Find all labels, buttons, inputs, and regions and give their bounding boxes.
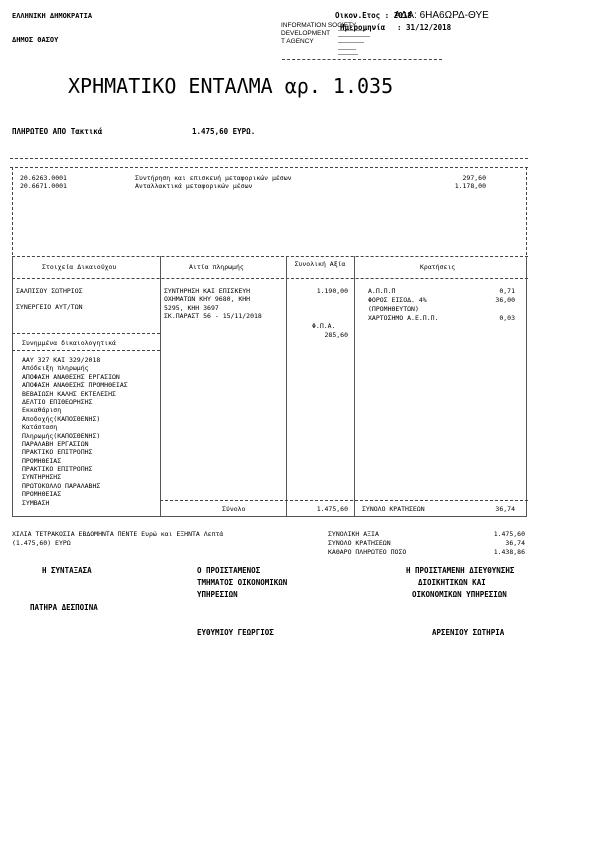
payment-cause (164, 287, 262, 321)
signature-name: ΑΡΣΕΝΙΟΥ ΣΩΤΗΡΙΑ (432, 628, 505, 637)
supporting-docs-list (22, 356, 128, 507)
doc-item: ΒΕΒΑΙΩΣΗ ΚΑΛΗΣ ΕΚΤΕΛΕΣΗΣ (22, 389, 116, 398)
payable-label: ΠΛΗΡΩΤΕΟ ΑΠΟ Τακτικά (12, 127, 103, 136)
amount-in-words-numeric: (1.475,60) ΕΥΡΩ (12, 539, 71, 547)
payable-amount: 1.475,60 ΕΥΡΩ. (192, 127, 256, 136)
signature-title: Η ΠΡΟΙΣΤΑΜΕΝΗ ΔΙΕΥΘΥΝΣΗΣ (406, 566, 515, 575)
doc-item: ΠΑΡΑΛΑΒΗ ΕΡΓΑΣΙΩΝ (22, 439, 89, 448)
account-code: 20.6263.0001 (20, 174, 67, 182)
total-deductions-amount: 36,74 (495, 505, 515, 513)
doc-item: Αποδοχής(ΚΑΠΟΣΘΕΝΗΣ) (22, 414, 101, 423)
doc-item: ΑΑΥ 327 ΚΑΙ 329/2018 (22, 356, 101, 364)
accounts-box-left (12, 167, 13, 255)
cause-line: ΣΥΝΤΗΡΗΣΗ ΚΑΙ ΕΠΙΣΚΕΥΗ (164, 287, 251, 295)
summary-amount: 1.438,86 (493, 548, 525, 556)
beneficiary-name: ΣΑΛΠΙΣΟΥ ΣΩΤΗΡΙΟΣ (16, 287, 83, 295)
doc-item: ΠΡΑΚΤΙΚΟ ΕΠΙΤΡΟΠΗΣ (22, 448, 93, 457)
deduction-label: ΧΑΡΤΟΣΗΜΟ Α.Ε.Π.Π. (368, 314, 439, 322)
signature-title: ΥΠΗΡΕΣΙΩΝ (197, 590, 238, 599)
document-title: ΧΡΗΜΑΤΙΚΟ ΕΝΤΑΛΜΑ αρ. 1.035 (68, 74, 394, 98)
doc-item: ΣΥΝΤΗΡΗΣΗΣ (22, 473, 62, 482)
cause-line: ΣΚ.ΠΑΡΑΣΤ 56 - 15/11/2018 (164, 312, 262, 321)
accounts-box-right (526, 167, 527, 255)
col-divider (526, 256, 527, 516)
signature-name: ΠΑΤΗΡΑ ΔΕΣΠΟΙΝΑ (30, 603, 98, 612)
docs-title-rule (12, 350, 160, 351)
doc-item: ΑΠΟΦΑΣΗ ΑΝΑΘΕΣΗΣ ΕΡΓΑΣΙΩΝ (22, 372, 120, 381)
docs-top-rule (12, 333, 160, 334)
col-divider (160, 256, 161, 516)
signature-title: Ο ΠΡΟΙΣΤΑΜΕΝΟΣ (197, 566, 261, 575)
doc-item: ΣΥΜΒΑΣΗ (22, 498, 50, 507)
cause-line: ΟΧΗΜΑΤΩΝ ΚΗΥ 9680, ΚΗΗ (164, 295, 251, 304)
cause-line: 5295, ΚΗΗ 3697 (164, 303, 219, 312)
col-header-deductions: Κρατήσεις (420, 263, 456, 271)
vat-amount: 285,60 (324, 331, 348, 339)
vat-label: Φ.Π.Α. (312, 322, 336, 330)
doc-item: ΠΡΟΜΗΘΕΙΑΣ (22, 490, 62, 499)
doc-item: ΠΡΩΤΟΚΟΛΛΟ ΠΑΡΑΛΑΒΗΣ (22, 481, 101, 490)
doc-item: Πληρωμής(ΚΑΠΟΣΘΕΝΗΣ) (22, 431, 101, 440)
accounts-box-top-inner (10, 167, 528, 168)
state-name: ΕΛΛΗΝΙΚΗ ΔΗΜΟΚΡΑΤΙΑ (12, 12, 93, 20)
deduction-amount: 36,00 (495, 296, 515, 304)
doc-item: Εκκαθάριση (22, 406, 62, 415)
signature-title: ΟΙΚΟΝΟΜΙΚΩΝ ΥΠΗΡΕΣΙΩΝ (412, 590, 507, 599)
account-amount: 1.178,00 (454, 182, 486, 190)
agency-line: INFORMATION SOCIETY (281, 22, 357, 29)
summary-amount: 36,74 (505, 539, 525, 547)
doc-item: ΔΕΛΤΙΟ ΕΠΙΘΕΩΡΗΣΗΣ (22, 397, 93, 406)
deduction-label: Α.Π.Π.Π (368, 287, 396, 295)
municipality-name: ΔΗΜΟΣ ΘΑΣΟΥ (12, 36, 59, 44)
col-divider (286, 256, 287, 516)
account-code: 20.6671.0001 (20, 182, 67, 190)
col-divider (354, 256, 355, 516)
col-header-beneficiary: Στοιχεία Δικαιούχου (42, 263, 117, 271)
total-label: Σύνολο (222, 505, 246, 513)
account-amount: 297,60 (462, 174, 486, 182)
deduction-amount: 0,03 (499, 314, 515, 322)
signature-title: ΔΙΟΙΚΗΤΙΚΩΝ ΚΑΙ (418, 578, 486, 587)
table-bottom-rule (12, 516, 527, 517)
total-amount: 1.475,60 (316, 505, 348, 513)
col-divider (12, 256, 13, 516)
doc-item: ΑΠΟΦΑΣΗ ΑΝΑΘΕΣΗΣ ΠΡΟΜΗΘΕΙΑΣ (22, 381, 128, 390)
account-desc: Ανταλλακτικά μεταφορικών μέσων (135, 182, 253, 190)
summary-label: ΣΥΝΟΛΙΚΗ ΑΞΙΑ (328, 530, 379, 538)
fiscal-year: Οικον.Ετος : 2018 (335, 11, 412, 20)
ada-code: ΑΔΑ: 6ΗΑ6ΩΡΔ-ΘΥΕ (394, 10, 489, 21)
doc-item: ΠΡΑΚΤΙΚΟ ΕΠΙΤΡΟΠΗΣ (22, 465, 93, 474)
agency-line: DEVELOPMENT (281, 30, 331, 37)
doc-item: Κατάσταση (22, 423, 58, 432)
summary-label: ΚΑΘΑΡΟ ΠΛΗΡΩΤΕΟ ΠΟΣΟ (328, 548, 407, 556)
col-header-cause: Αιτία πληρωμής (189, 263, 244, 271)
date-value: : 31/12/2018 (397, 23, 452, 32)
accounts-box-top (10, 158, 528, 159)
signature-name: ΕΥΘΥΜΙΟΥ ΓΕΩΡΓΙΟΣ (197, 628, 274, 637)
summary-label: ΣΥΝΟΛΟ ΚΡΑΤΗΣΕΩΝ (328, 539, 391, 547)
table-header-rule (12, 278, 528, 279)
gross-value: 1.190,00 (316, 287, 348, 295)
signature-title: ΤΜΗΜΑΤΟΣ ΟΙΚΟΝΟΜΙΚΩΝ (197, 578, 288, 587)
deduction-label: ΦΟΡΟΣ ΕΙΣΟΔ. 4% (368, 296, 427, 304)
totals-top-rule (160, 500, 528, 501)
deduction-label: (ΠΡΟΜΗΘΕΥΤΩΝ) (368, 305, 419, 313)
table-top-rule (12, 256, 528, 257)
total-deductions-label: ΣΥΝΟΛΟ ΚΡΑΤΗΣΕΩΝ (362, 505, 425, 513)
agency-line: T AGENCY (281, 38, 314, 45)
col-header-total-value: Συνολική Αξία (294, 260, 346, 268)
amount-in-words: ΧΙΛΙΑ ΤΕΤΡΑΚΟΣΙΑ ΕΒΔΟΜΗΝΤΑ ΠΕΝΤΕ Ευρώ και ΕΞΗΝΤΑ Λεπτά (12, 530, 224, 538)
account-desc: Συντήρηση και επισκευή μεταφορικών μέσων (135, 174, 292, 182)
doc-item: Απόδειξη πληρωμής (22, 364, 89, 373)
doc-item: ΠΡΟΜΗΘΕΙΑΣ (22, 456, 62, 465)
summary-amount: 1.475,60 (493, 530, 525, 538)
docs-title: Συνημμένα δικαιολογητικά (22, 339, 116, 347)
deduction-amount: 0,71 (499, 287, 515, 295)
beneficiary-business: ΣΥΝΕΡΓΕΙΟ ΑΥΤ/ΤΩΝ (16, 303, 83, 311)
header-rule (282, 59, 442, 60)
date-label: Ημερομηνία (340, 23, 386, 32)
signature-title: Η ΣΥΝΤΑΞΑΣΑ (42, 566, 92, 575)
